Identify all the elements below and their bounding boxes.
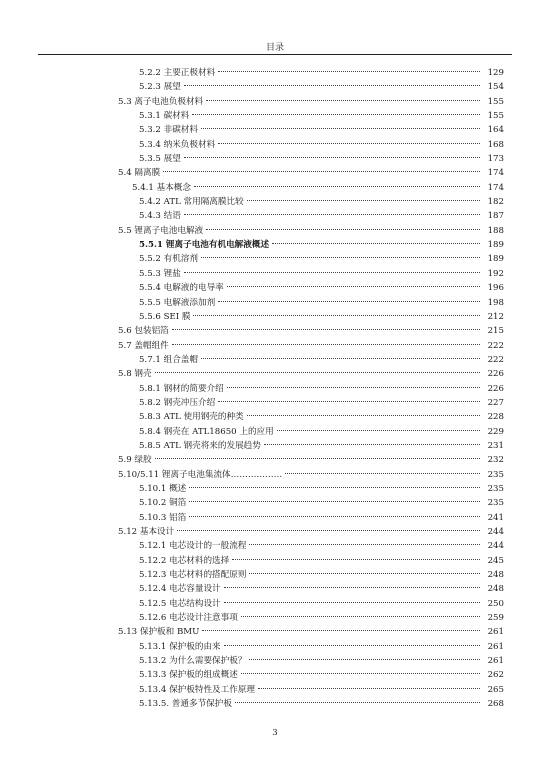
toc-dot-leader — [184, 272, 480, 273]
page-number: 3 — [272, 728, 278, 738]
toc-entry-label: 5.13.2 为什么需要保护板？ — [139, 656, 247, 667]
toc-entry-label: 5.12.4 电芯容量设计 — [139, 584, 221, 595]
toc-entry[interactable] — [0, 525, 550, 539]
toc-entry-label: 5.8.2 钢壳冲压介绍 — [139, 397, 216, 408]
toc-dot-leader — [277, 430, 480, 431]
toc-dot-leader — [218, 71, 480, 72]
toc-entry-page: 235 — [487, 498, 504, 509]
toc-dot-leader — [247, 415, 480, 416]
toc-entry-page: 192 — [487, 268, 504, 279]
header-divider — [38, 54, 512, 55]
toc-dot-leader — [264, 444, 480, 445]
toc-dot-leader — [218, 401, 480, 402]
toc-entry[interactable] — [0, 439, 550, 453]
toc-entry-page: 182 — [487, 197, 504, 208]
toc-entry-page: 235 — [487, 469, 504, 480]
toc-entry-label: 5.5.1 锂离子电池有机电解液概述 — [139, 240, 270, 251]
toc-entry-page: 250 — [487, 598, 504, 609]
toc-entry[interactable] — [0, 152, 550, 166]
toc-entry-page: 164 — [487, 125, 504, 136]
toc-entry-label: 5.2.3 展望 — [139, 82, 181, 93]
toc-entry-page: 226 — [487, 383, 504, 394]
toc-entry-page: 265 — [487, 684, 504, 695]
toc-entry[interactable] — [0, 683, 550, 697]
toc-dot-leader — [184, 157, 480, 158]
toc-entry-page: 262 — [487, 670, 504, 681]
toc-entry-label: 5.4.1 基本概念 — [132, 182, 191, 193]
toc-entry[interactable] — [0, 382, 550, 396]
toc-entry-page: 196 — [487, 283, 504, 294]
toc-entry-page: 222 — [487, 354, 504, 365]
toc-entry[interactable] — [0, 195, 550, 209]
toc-entry-label: 5.9 绿胶 — [118, 455, 152, 466]
toc-entry-page: 231 — [487, 440, 504, 451]
toc-entry-page: 189 — [487, 254, 504, 265]
toc-entry-page: 155 — [487, 111, 504, 122]
toc-dot-leader — [258, 688, 480, 689]
toc-entry-page: 187 — [487, 211, 504, 222]
toc-entry-label: 5.13 保护板和 BMU — [118, 627, 200, 638]
toc-dot-leader — [206, 229, 480, 230]
toc-entry-page: 188 — [487, 225, 504, 236]
toc-dot-leader — [285, 473, 480, 474]
toc-entry-label: 5.12 基本设计 — [118, 527, 175, 537]
toc-entry-label: 5.13.4 保护板特性及工作原理 — [139, 684, 256, 695]
toc-entry[interactable] — [0, 324, 550, 338]
table-of-contents — [0, 66, 550, 711]
toc-entry-label: 5.7 盖帽组件 — [118, 340, 169, 351]
toc-entry[interactable] — [0, 582, 550, 596]
toc-dot-leader — [249, 544, 480, 545]
toc-entry-page: 248 — [487, 570, 504, 581]
toc-entry-label: 5.3.2 非碳材料 — [139, 125, 198, 136]
toc-entry[interactable] — [0, 166, 550, 180]
toc-entry[interactable] — [0, 625, 550, 639]
toc-entry-page: 174 — [487, 168, 504, 179]
toc-entry[interactable] — [0, 339, 550, 353]
toc-entry-page: 174 — [487, 182, 504, 193]
toc-entry[interactable] — [0, 181, 550, 195]
toc-dot-leader — [193, 315, 480, 316]
toc-dot-leader — [235, 702, 480, 703]
toc-entry[interactable] — [0, 410, 550, 424]
toc-entry-page: 232 — [487, 455, 504, 466]
toc-entry-page: 155 — [487, 96, 504, 107]
toc-dot-leader — [155, 458, 480, 459]
toc-entry[interactable] — [0, 138, 550, 152]
toc-dot-leader — [155, 372, 480, 373]
toc-entry-label: 5.8.3 ATL 使用钢壳的种类 — [139, 412, 244, 423]
toc-dot-leader — [184, 85, 480, 86]
toc-entry-label: 5.7.1 组合盖帽 — [139, 354, 198, 365]
toc-entry-label: 5.10.1 概述 — [139, 483, 187, 494]
toc-entry[interactable] — [0, 554, 550, 568]
toc-dot-leader — [189, 487, 480, 488]
toc-entry-page: 261 — [487, 627, 504, 638]
toc-entry[interactable] — [0, 425, 550, 439]
toc-entry-page: 244 — [487, 527, 504, 537]
toc-dot-leader — [272, 243, 480, 244]
toc-dot-leader — [177, 530, 480, 531]
toc-dot-leader — [201, 128, 480, 129]
toc-entry-page: 227 — [487, 397, 504, 408]
toc-dot-leader — [192, 114, 480, 115]
toc-dot-leader — [241, 616, 480, 617]
toc-entry[interactable] — [0, 252, 550, 266]
toc-entry[interactable] — [0, 468, 550, 482]
toc-dot-leader — [202, 630, 480, 631]
toc-dot-leader — [247, 200, 480, 201]
toc-entry-label: 5.6 包装铝箔 — [118, 326, 169, 337]
toc-entry-label: 5.12.5 电芯结构设计 — [139, 598, 221, 609]
toc-entry[interactable] — [0, 611, 550, 625]
toc-entry-page: 241 — [487, 512, 504, 523]
toc-dot-leader — [172, 329, 480, 330]
toc-dot-leader — [189, 501, 480, 502]
toc-entry-page: 268 — [487, 699, 504, 710]
toc-entry-label: 5.4.2 ATL 常用隔离膜比较 — [139, 197, 244, 208]
toc-entry-label: 5.8.1 钢材的简要介绍 — [139, 383, 224, 394]
toc-entry[interactable] — [0, 668, 550, 682]
toc-dot-leader — [224, 602, 480, 603]
toc-entry[interactable] — [0, 640, 550, 654]
toc-entry-page: 215 — [487, 326, 504, 337]
toc-entry-label: 5.2.2 主要正极材料 — [139, 68, 216, 78]
toc-entry-label: 5.12.1 电芯设计的一般流程 — [139, 541, 247, 552]
toc-entry[interactable] — [0, 482, 550, 496]
toc-dot-leader — [163, 171, 480, 172]
toc-dot-leader — [218, 301, 480, 302]
toc-entry[interactable] — [0, 310, 550, 324]
toc-entry[interactable] — [0, 123, 550, 137]
toc-dot-leader — [249, 659, 480, 660]
toc-entry[interactable] — [0, 511, 550, 525]
toc-entry-label: 5.10/5.11 锂离子电池集流体……………… — [118, 469, 283, 480]
toc-entry[interactable] — [0, 281, 550, 295]
toc-entry-label: 5.8.5 ATL 钢壳将来的发展趋势 — [139, 440, 261, 451]
toc-dot-leader — [201, 257, 480, 258]
toc-dot-leader — [249, 573, 480, 574]
toc-entry-label: 5.10.3 铝箔 — [139, 512, 187, 523]
toc-entry-label: 5.4.3 结语 — [139, 211, 181, 222]
toc-dot-leader — [189, 516, 480, 517]
toc-entry-page: 154 — [487, 82, 504, 93]
toc-entry-page: 198 — [487, 297, 504, 308]
toc-dot-leader — [227, 286, 480, 287]
toc-entry[interactable] — [0, 453, 550, 467]
toc-entry[interactable] — [0, 109, 550, 123]
toc-entry-page: 245 — [487, 555, 504, 566]
toc-entry-page: 261 — [487, 641, 504, 652]
toc-entry[interactable] — [0, 80, 550, 94]
toc-entry-page: 212 — [487, 311, 504, 322]
toc-entry-label: 5.5.6 SEI 膜 — [139, 311, 191, 322]
toc-dot-leader — [184, 214, 480, 215]
toc-entry[interactable] — [0, 238, 550, 252]
toc-entry-label: 5.13.1 保护板的由来 — [139, 641, 221, 652]
toc-entry[interactable] — [0, 296, 550, 310]
toc-dot-leader — [227, 387, 480, 388]
toc-entry[interactable] — [0, 66, 550, 80]
toc-entry-label: 5.8.4 钢壳在 ATL18650 上的应用 — [139, 426, 274, 437]
toc-entry-page: 189 — [487, 240, 504, 251]
toc-entry[interactable] — [0, 568, 550, 582]
toc-entry[interactable] — [0, 224, 550, 238]
toc-dot-leader — [232, 559, 480, 560]
toc-entry[interactable] — [0, 697, 550, 711]
toc-entry[interactable] — [0, 496, 550, 510]
toc-entry-label: 5.3.4 纳米负极材料 — [139, 139, 216, 150]
toc-entry-label: 5.5.5 电解液添加剂 — [139, 297, 216, 308]
toc-entry-label: 5.5.4 电解液的电导率 — [139, 283, 224, 294]
toc-entry[interactable] — [0, 396, 550, 410]
toc-entry[interactable] — [0, 367, 550, 381]
toc-entry-page: 228 — [487, 412, 504, 423]
toc-entry-label: 5.12.2 电芯材料的选择 — [139, 555, 230, 566]
toc-dot-leader — [218, 143, 480, 144]
toc-dot-leader — [224, 587, 480, 588]
toc-dot-leader — [194, 186, 480, 187]
toc-entry-label: 5.5.2 有机溶剂 — [139, 254, 198, 265]
toc-entry-label: 5.13.3 保护板的组成概述 — [139, 670, 238, 681]
toc-entry-label: 5.10.2 铜箔 — [139, 498, 187, 509]
toc-entry-label: 5.3 离子电池负极材料 — [118, 96, 204, 107]
toc-dot-leader — [241, 673, 480, 674]
toc-entry-label: 5.12.3 电芯材料的搭配原则 — [139, 570, 247, 581]
toc-entry-page: 173 — [487, 154, 504, 165]
toc-entry-label: 5.8 钢壳 — [118, 369, 152, 380]
toc-entry[interactable] — [0, 95, 550, 109]
toc-entry-page: 261 — [487, 656, 504, 667]
toc-entry[interactable] — [0, 654, 550, 668]
toc-entry-page: 229 — [487, 426, 504, 437]
page-header-title: 目录 — [265, 43, 284, 53]
toc-entry-label: 5.5.3 锂盐 — [139, 268, 181, 279]
toc-entry-page: 226 — [487, 369, 504, 380]
toc-entry[interactable] — [0, 209, 550, 223]
toc-entry-page: 259 — [487, 613, 504, 624]
toc-entry-page: 244 — [487, 541, 504, 552]
toc-entry-page: 222 — [487, 340, 504, 351]
toc-entry-page: 168 — [487, 139, 504, 150]
toc-entry-label: 5.3.1 碳材料 — [139, 111, 190, 122]
toc-entry-label: 5.5 锂离子电池电解液 — [118, 225, 204, 236]
toc-entry-label: 5.13.5. 普通多节保护板 — [139, 699, 232, 710]
toc-entry-page: 248 — [487, 584, 504, 595]
toc-entry-label: 5.12.6 电芯设计注意事项 — [139, 613, 238, 624]
toc-entry[interactable] — [0, 539, 550, 553]
toc-entry[interactable] — [0, 353, 550, 367]
toc-entry[interactable] — [0, 597, 550, 611]
toc-entry-page: 129 — [487, 68, 504, 78]
toc-dot-leader — [206, 100, 480, 101]
toc-dot-leader — [201, 358, 480, 359]
toc-entry-page: 235 — [487, 483, 504, 494]
toc-dot-leader — [224, 645, 480, 646]
toc-entry[interactable] — [0, 267, 550, 281]
toc-entry-label: 5.3.5 展望 — [139, 154, 181, 165]
toc-entry-label: 5.4 隔离膜 — [118, 168, 161, 179]
toc-dot-leader — [172, 344, 480, 345]
